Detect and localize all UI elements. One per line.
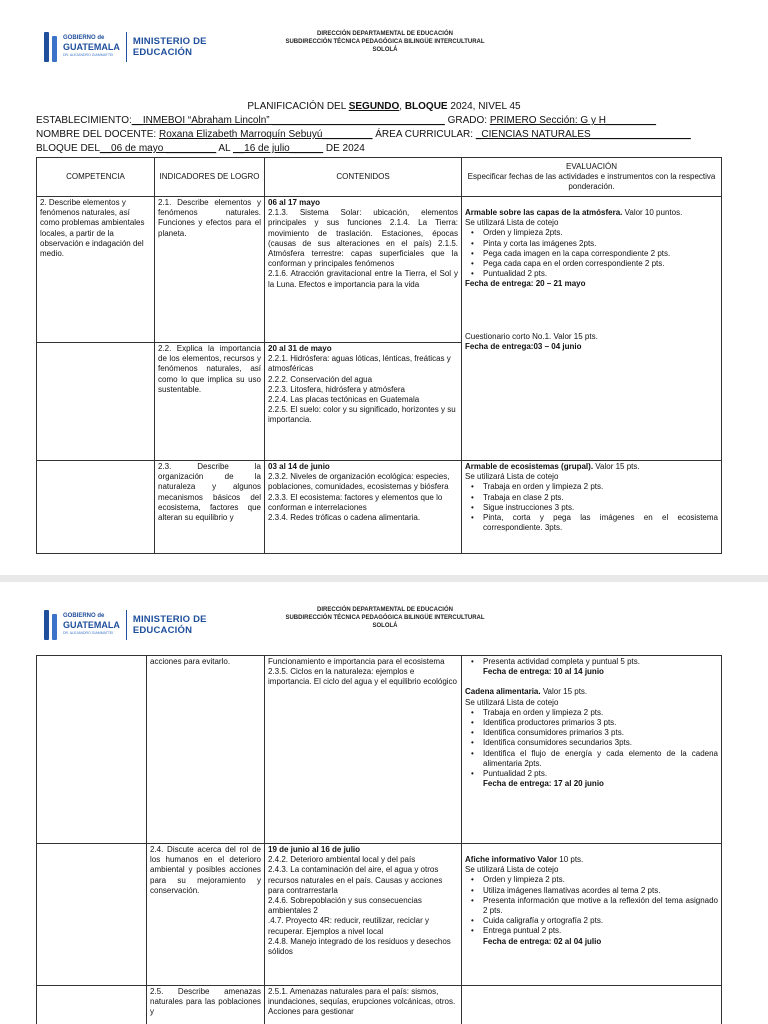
contenido-fecha: 20 al 31 de mayo bbox=[268, 344, 332, 353]
eval1-heading bbox=[465, 208, 718, 218]
plan-title bbox=[0, 101, 768, 112]
header-line2: SUBDIRECCIÓN TÉCNICA PEDAGÓGICA BILINGÜE INTERCULTURAL bbox=[285, 39, 485, 45]
gob-line3: DR. ALEJANDRO GIAMMATTEI bbox=[63, 53, 114, 57]
competencia-cell-empty bbox=[37, 844, 147, 986]
bloque-to: __16 de julio______ bbox=[233, 143, 324, 154]
doc-label: NOMBRE DEL DOCENTE: bbox=[36, 129, 159, 140]
list-item: • Pega cada capa en el orden correspondiente 2 pts. bbox=[465, 259, 718, 269]
list-item: • Orden y limpieza 2 pts. bbox=[465, 875, 718, 885]
logo-divider bbox=[126, 32, 127, 62]
header-line1: DIRECCIÓN DEPARTAMENTAL DE EDUCACIÓN bbox=[317, 607, 453, 613]
bloque-label: BLOQUE DEL bbox=[36, 143, 100, 154]
eval3-heading bbox=[465, 462, 718, 472]
table-row bbox=[37, 197, 722, 343]
competencia-cell-empty bbox=[37, 656, 147, 844]
government-logo-text bbox=[63, 35, 120, 59]
cadena-value: Valor 15 pts. bbox=[540, 687, 588, 697]
contenido-item: 2.3.3. El ecosistema: factores y elementos que lo conforman e interrelaciones bbox=[268, 492, 443, 512]
eval1-value: Valor 10 puntos. bbox=[622, 208, 683, 217]
ministry-line2: EDUCACIÓN bbox=[132, 47, 193, 58]
eval1-title: Armable sobre las capas de la atmósfera. bbox=[465, 208, 623, 217]
competencia-cell-empty bbox=[37, 461, 155, 554]
page-header bbox=[230, 30, 540, 54]
title-bloque: BLOQUE bbox=[404, 101, 448, 112]
list-item: • Identifica consumidores primarios 3 pts. bbox=[465, 728, 718, 738]
planning-table-page2 bbox=[36, 655, 722, 1024]
contenido-item: 2.3.5. Ciclos en la naturaleza: ejemplos e importancia. El ciclo del agua y el equilibrio ecológico bbox=[268, 667, 457, 687]
guatemala-flag-icon bbox=[44, 32, 57, 62]
de-label: DE 2024 bbox=[323, 143, 365, 154]
contenido-cell bbox=[265, 656, 462, 844]
contenido-cell bbox=[265, 197, 462, 343]
afiche-instr: Se utilizará Lista de cotejo bbox=[465, 865, 559, 875]
ministry-line1: MINISTERIO DE bbox=[132, 614, 207, 625]
page-header bbox=[230, 606, 540, 630]
evaluacion-cell bbox=[462, 656, 722, 844]
contenido-cell bbox=[265, 461, 462, 554]
evaluacion-cell-empty bbox=[462, 986, 722, 1024]
eval-fecha: Fecha de entrega: 10 al 14 junio bbox=[483, 667, 604, 677]
afiche-title: Afiche informativo Valor bbox=[465, 855, 558, 864]
list-item: • Trabaja en clase 2 pts. bbox=[465, 493, 718, 503]
contenido-cell: 2.5.1. Amenazas naturales para el país: sismos, inundaciones, sequías, erupciones volcánicas, otros. Acciones para gestionar bbox=[265, 986, 462, 1024]
contenido-fecha: 06 al 17 mayo bbox=[268, 198, 321, 207]
contenido-text: 2.1.3. Sistema Solar: ubicación, elementos principales y sus funciones 2.1.4. La Tierra: movimiento de traslación. Estaciones, épocas (causas de sus alteraciones en el país) 2.1.5. Atmósfera terrestre: capas superficiales que la conforman y principales fenómenos bbox=[268, 208, 458, 269]
list-item: • Pinta, corta y pega las imágenes en el ecosistema correspondiente. 3pts. bbox=[465, 513, 718, 533]
meta-establecimiento bbox=[36, 115, 656, 127]
header-line2: SUBDIRECCIÓN TÉCNICA PEDAGÓGICA BILINGÜE INTERCULTURAL bbox=[285, 615, 485, 621]
contenido-item: 2.4.6. Sobrepoblación y sus consecuencias ambientales 2 bbox=[268, 896, 422, 916]
header-contenidos: CONTENIDOS bbox=[265, 158, 462, 197]
contenido-item: Funcionamiento e importancia para el ecosistema bbox=[268, 657, 445, 666]
area-label: ÁREA CURRICULAR: bbox=[372, 129, 476, 140]
afiche-heading bbox=[465, 855, 718, 865]
list-item: • Pega cada imagen en la capa correspondiente 2 pts. bbox=[465, 249, 718, 259]
indicador-cell: acciones para evitarlo. bbox=[147, 656, 265, 844]
afiche-fecha: Fecha de entrega: 02 al 04 julio bbox=[483, 936, 602, 946]
contenido-fecha: 03 al 14 de junio bbox=[268, 462, 330, 471]
contenido-item: 2.2.3. Litosfera, hidrósfera y atmósfera bbox=[268, 384, 405, 394]
header-line3: SOLOLÁ bbox=[372, 623, 398, 629]
page-gap bbox=[0, 575, 768, 582]
header-competencia: COMPETENCIA bbox=[37, 158, 155, 197]
est-label: ESTABLECIMIENTO: bbox=[36, 115, 132, 126]
table-row bbox=[37, 461, 722, 554]
title-comma: , bbox=[399, 101, 405, 112]
eval3-value: Valor 15 pts. bbox=[593, 462, 640, 471]
gob-line2: GUATEMALA bbox=[63, 620, 120, 630]
list-item: • Orden y limpieza 2pts. bbox=[465, 228, 718, 238]
eval1-fecha: Fecha de entrega: 20 – 21 mayo bbox=[465, 279, 586, 289]
list-item: • Identifica productores primarios 3 pts. bbox=[465, 718, 718, 728]
list-item: • Identifica consumidores secundarios 3pts. bbox=[465, 738, 718, 748]
indicador-cell: 2.1. Describe elementos y fenómenos naturales. Funciones y efectos para el planeta. bbox=[155, 197, 265, 343]
gob-line3: DR. ALEJANDRO GIAMMATTEI bbox=[63, 631, 114, 635]
list-item: • Trabaja en orden y limpieza 2 pts. bbox=[465, 708, 718, 718]
guatemala-flag-icon bbox=[44, 610, 57, 640]
list-item: • Utiliza imágenes llamativas acordes al tema 2 pts. bbox=[465, 886, 718, 896]
evaluacion-sub: Especificar fechas de las actividades e instrumentos con la respectiva ponderación. bbox=[467, 171, 716, 192]
indicador-cell: 2.2. Explica la importancia de los elementos, recursos y fenómenos naturales, así como lo que implica su uso sustentable. bbox=[155, 343, 265, 461]
eval3-list bbox=[465, 482, 718, 533]
list-item: • Presenta actividad completa y puntual 5 pts. bbox=[465, 657, 718, 667]
list-item: • Cuida caligrafía y ortografía 2 pts. bbox=[465, 916, 718, 926]
afiche-list bbox=[465, 875, 718, 936]
est-value: __INMEBOI “Abraham Lincoln” _______________________________ bbox=[131, 115, 445, 126]
list-item: • Presenta información que motive a la reflexión del tema asignado 2 pts. bbox=[465, 896, 718, 916]
cadena-title: Cadena alimentaria. bbox=[465, 687, 541, 697]
eval1-list bbox=[465, 228, 718, 279]
competencia-cell-empty bbox=[37, 343, 155, 461]
evaluacion-cell bbox=[462, 844, 722, 986]
area-value: _CIENCIAS NATURALES__________________ bbox=[475, 129, 691, 140]
table-header-row bbox=[37, 158, 722, 197]
contenido-item: 2.4.8. Manejo integrado de los residuos y desechos sólidos bbox=[268, 936, 451, 957]
contenido-item: 2.4.3. La contaminación del aire, el agua y otros recursos naturales en el país. Causas y acciones para contrarrestarla bbox=[268, 865, 443, 895]
grado-label: GRADO: bbox=[444, 115, 490, 126]
cadena-fecha: Fecha de entrega: 17 al 20 junio bbox=[483, 779, 604, 789]
contenido-item: 2.2.5. El suelo: color y su significado, horizontes y su importancia. bbox=[268, 405, 456, 425]
evaluacion-title: EVALUACIÓN bbox=[566, 161, 617, 171]
gob-line1: GOBIERNO de bbox=[63, 35, 105, 41]
indicador-cell: 2.5. Describe amenazas naturales para las poblaciones y bbox=[147, 986, 265, 1024]
competencia-cell: 2. Describe elementos y fenómenos naturales, así como problemas ambientales locales, a partir de la observación e indagación del medio. bbox=[37, 197, 155, 343]
grado-value: PRIMERO Sección: G y H_________ bbox=[489, 115, 657, 126]
header-line1: DIRECCIÓN DEPARTAMENTAL DE EDUCACIÓN bbox=[317, 31, 453, 37]
cadena-instr: Se utilizará Lista de cotejo bbox=[465, 697, 559, 707]
ministry-name bbox=[133, 614, 207, 636]
list-item: • Pinta y corta las imágenes 2pts. bbox=[465, 239, 718, 249]
contenido-text2: 2.1.6. Atracción gravitacional entre la Tierra, el Sol y la Luna. Efectos e importancia para la vida bbox=[268, 269, 458, 289]
contenido-cell bbox=[265, 844, 462, 986]
cadena-list bbox=[465, 708, 718, 779]
competencia-cell-empty bbox=[37, 986, 147, 1024]
title-segundo: SEGUNDO bbox=[348, 101, 400, 112]
list-item: • Puntualidad 2 pts. bbox=[465, 769, 718, 779]
eval3-instr: Se utilizará Lista de cotejo bbox=[465, 472, 559, 482]
indicador-cell: 2.4. Discute acerca del rol de los humanos en el deterioro ambiental y posibles acciones para su mejoramiento y conservación. bbox=[147, 844, 265, 986]
eval1-instr: Se utilizará Lista de cotejo bbox=[465, 218, 559, 228]
contenido-item: .4.7. Proyecto 4R: reducir, reutilizar, reciclar y recuperar. Ejemplos a nivel local bbox=[268, 916, 429, 936]
gob-line1: GOBIERNO de bbox=[63, 613, 105, 619]
header-evaluacion bbox=[462, 158, 722, 197]
al-label: AL bbox=[216, 143, 234, 154]
contenido-item: 2.2.4. Las placas tectónicas en Guatemala bbox=[268, 395, 420, 405]
gob-line2: GUATEMALA bbox=[63, 42, 120, 52]
contenido-item: 2.2.2. Conservación del agua bbox=[268, 374, 373, 384]
title-part1: PLANIFICACIÓN DEL bbox=[247, 101, 349, 112]
cadena-heading bbox=[465, 687, 718, 697]
afiche-value: 10 pts. bbox=[557, 855, 584, 864]
list-item: • Entrega puntual 2 pts. bbox=[465, 926, 718, 936]
contenido-cell bbox=[265, 343, 462, 461]
list-item: • Puntualidad 2 pts. bbox=[465, 269, 718, 279]
contenido-item: 2.3.4. Redes tróficas o cadena alimentaria. bbox=[268, 513, 421, 523]
planning-table-page1 bbox=[36, 157, 722, 554]
eval3-title: Armable de ecosistemas (grupal). bbox=[465, 462, 594, 471]
ministry-name bbox=[133, 36, 207, 58]
ministry-line1: MINISTERIO DE bbox=[132, 36, 207, 47]
header-line3: SOLOLÁ bbox=[372, 47, 398, 53]
ministry-logo bbox=[44, 610, 207, 640]
eval2-text: Cuestionario corto No.1. Valor 15 pts. bbox=[465, 331, 598, 341]
indicador-cell: 2.3. Describe la organización de la naturaleza y algunos mecanismos básicos del ecosistema, factores que alteran su equilibrio y bbox=[155, 461, 265, 554]
document-page-2 bbox=[0, 582, 768, 1024]
contenido-item: 2.2.1. Hidrósfera: aguas lóticas, lénticas, freáticas y atmosféricas bbox=[268, 354, 451, 374]
doc-value: Roxana Elizabeth Marroquín Sebuyú_________ bbox=[158, 129, 373, 140]
table-row bbox=[37, 844, 722, 986]
list-item: • Sigue instrucciones 3 pts. bbox=[465, 503, 718, 513]
list-item: • Identifica el flujo de energía y cada elemento de la cadena alimentaria 2pts. bbox=[465, 749, 718, 769]
eval-list bbox=[465, 657, 718, 667]
evaluacion-cell bbox=[462, 197, 722, 461]
list-item: • Trabaja en orden y limpieza 2 pts. bbox=[465, 482, 718, 492]
eval2-fecha: Fecha de entrega:03 – 04 junio bbox=[465, 341, 582, 351]
evaluacion-cell bbox=[462, 461, 722, 554]
table-row bbox=[37, 986, 722, 1024]
meta-docente bbox=[36, 129, 691, 141]
table-row bbox=[37, 656, 722, 844]
header-indicadores: INDICADORES DE LOGRO bbox=[155, 158, 265, 197]
contenido-fecha: 19 de junio al 16 de julio bbox=[268, 845, 361, 854]
meta-bloque bbox=[36, 143, 365, 155]
logo-divider bbox=[126, 610, 127, 640]
government-logo-text bbox=[63, 613, 120, 637]
title-part2: 2024, NIVEL 45 bbox=[447, 101, 521, 112]
bloque-from: __06 de mayo _________ bbox=[99, 143, 217, 154]
ministry-logo bbox=[44, 32, 207, 62]
ministry-line2: EDUCACIÓN bbox=[132, 625, 193, 636]
contenido-item: 2.3.2. Niveles de organización ecológica: especies, poblaciones, comunidades, ecosistemas y biósfera bbox=[268, 472, 450, 492]
contenido-item: 2.4.2. Deterioro ambiental local y del país bbox=[268, 855, 416, 865]
